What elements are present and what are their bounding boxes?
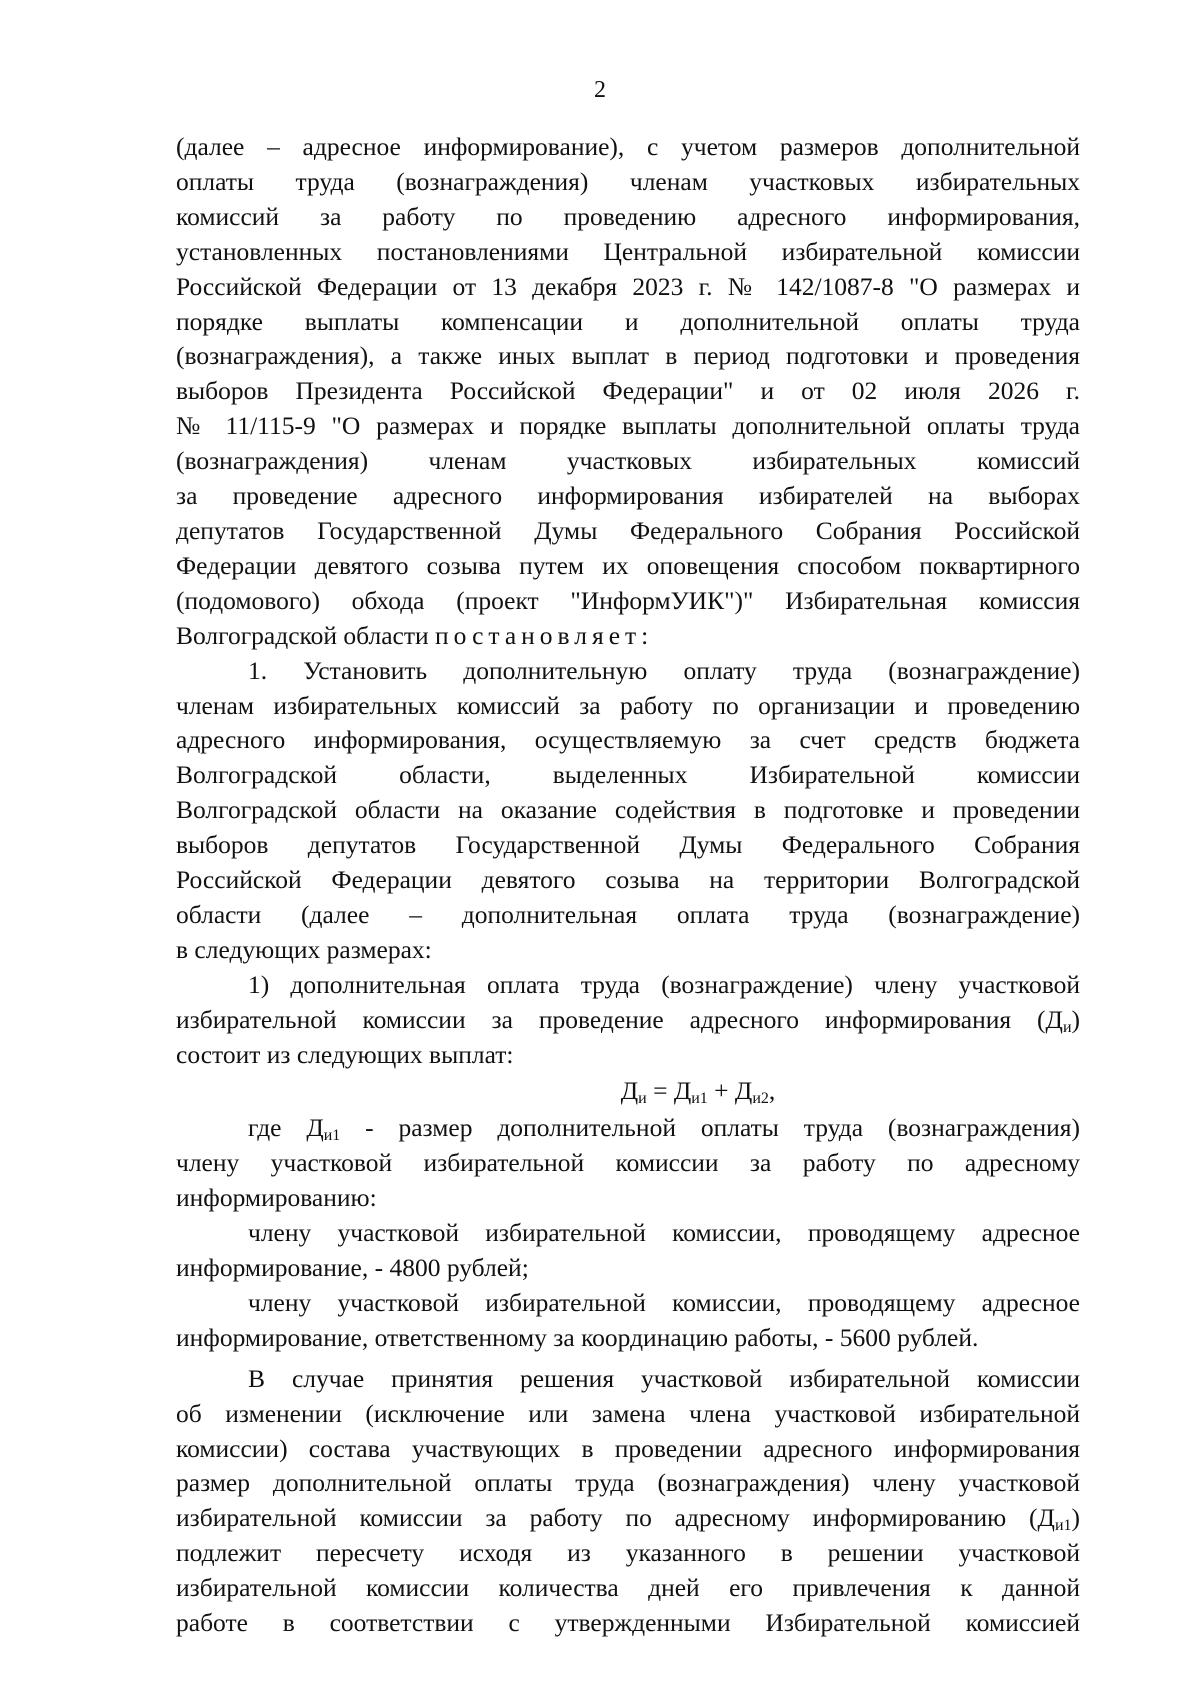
recalculation-paragraph	[176, 1362, 1080, 1641]
subscript: и2	[752, 1090, 769, 1108]
text-line	[176, 619, 1080, 654]
text-span: где Д	[248, 1113, 324, 1143]
text-line: в следующих размерах:	[176, 934, 432, 964]
text-line: (далее – адресное информирование), с учетом размеров дополнительной	[176, 132, 1080, 161]
text-line: информирование, ответственному за координацию работы, - 5600 рублей.	[176, 1322, 979, 1352]
text-line	[176, 1501, 1080, 1536]
text-line: 1) дополнительная оплата труда (вознаграждение) члену участковой	[248, 969, 1080, 999]
formula-symbol: ,	[768, 1076, 776, 1106]
text-line: области (далее – дополнительная оплата труда (вознаграждение)	[176, 899, 1080, 929]
rate-member-paragraph	[176, 1216, 1080, 1286]
subscript: и1	[1054, 1517, 1072, 1535]
text-line: выборов депутатов Государственной Думы Федерального Собрания	[176, 830, 1080, 860]
text-line: подлежит пересчету исходя из указанного в решении участковой	[176, 1538, 1080, 1568]
text-line: комиссии) состава участвующих в проведении адресного информирования	[176, 1433, 1080, 1463]
text-line: (вознаграждения) членам участковых избирательных комиссий	[176, 446, 1080, 476]
text-line: выборов Президента Российской Федерации" и от 02 июля 2026 г.	[176, 376, 1080, 406]
payment-formula	[176, 1072, 1080, 1111]
decree-word: постановляет:	[435, 620, 654, 650]
text-line: информирование, - 4800 рублей;	[176, 1253, 529, 1282]
text-line: порядке выплаты компенсации и дополнительной оплаты труда	[176, 306, 1080, 336]
text-line: члену участковой избирательной комиссии за работу по адресному	[176, 1148, 1080, 1178]
text-line: избирательной комиссии количества дней его привлечения к данной	[176, 1573, 1080, 1603]
text-line: Федерации девятого созыва путем их оповещения способом поквартирного	[176, 550, 1080, 580]
text-line: Волгоградской области, выделенных Избирательной комиссии	[176, 760, 1080, 790]
subscript: и	[638, 1090, 647, 1108]
where-clause	[176, 1111, 1080, 1216]
formula-symbol: Д	[620, 1076, 639, 1106]
text-line: Российской Федерации девятого созыва на территории Волгоградской	[176, 865, 1080, 895]
subscript: и	[1062, 1018, 1072, 1036]
formula-symbol: + Д	[707, 1076, 753, 1106]
region-name: Волгоградской области	[176, 620, 429, 650]
text-line: за проведение адресного информирования избирателей на выборах	[176, 481, 1080, 511]
text-line: (вознаграждения), а также иных выплат в период подготовки и проведения	[176, 341, 1080, 371]
text-line: члену участковой избирательной комиссии, проводящему адресное	[248, 1287, 1080, 1317]
text-span: избирательной комиссии за проведение адресного информирования (Д	[176, 1004, 1063, 1034]
subscript: и1	[691, 1090, 708, 1108]
text-line: депутатов Государственной Думы Федерального Собрания Российской	[176, 515, 1080, 545]
text-line: размер дополнительной оплаты труда (вознаграждения) члену участковой	[176, 1468, 1080, 1498]
text-line: В случае принятия решения участковой избирательной комиссии	[248, 1363, 1080, 1393]
text-line: комиссий за работу по проведению адресного информирования,	[176, 201, 1080, 231]
subscript: и1	[323, 1127, 341, 1145]
text-line: 1. Установить дополнительную оплату труда (вознаграждение)	[248, 655, 1080, 685]
text-span: )	[1071, 1503, 1080, 1533]
text-line: № 11/115-9 "О размерах и порядке выплаты дополнительной оплаты труда	[176, 411, 1080, 441]
text-line	[176, 1111, 1080, 1146]
text-line: состоит из следующих выплат:	[176, 1039, 514, 1069]
item-1-paragraph	[176, 654, 1080, 968]
formula-symbol: = Д	[646, 1076, 692, 1106]
rate-coordinator-paragraph	[176, 1286, 1080, 1356]
text-line: оплаты труда (вознаграждения) членам участковых избирательных	[176, 166, 1080, 196]
text-span: - размер дополнительной оплаты труда (вознаграждения)	[340, 1113, 1080, 1143]
intro-paragraph	[176, 130, 1080, 654]
subitem-1-paragraph	[176, 968, 1080, 1073]
text-span: )	[1071, 1004, 1080, 1034]
text-line: (подомового) обхода (проект "ИнформУИК")" Избирательная комиссия	[176, 585, 1080, 615]
text-line: Волгоградской области на оказание содействия в подготовке и проведении	[176, 795, 1080, 825]
text-span: избирательной комиссии за работу по адресному информированию (Д	[176, 1503, 1055, 1533]
text-line: работе в соответствии с утвержденными Избирательной комиссией	[176, 1608, 1080, 1638]
document-body	[176, 130, 1080, 1641]
text-line: установленных постановлениями Центральной избирательной комиссии	[176, 236, 1080, 266]
text-line: информированию:	[176, 1183, 377, 1213]
text-line: члену участковой избирательной комиссии, проводящему адресное	[248, 1218, 1080, 1248]
text-line: об изменении (исключение или замена члена участковой избирательной	[176, 1398, 1080, 1428]
text-line: членам избирательных комиссий за работу по организации и проведению	[176, 690, 1080, 720]
text-line: адресного информирования, осуществляемую за счет средств бюджета	[176, 725, 1080, 755]
page-number: 2	[594, 77, 606, 103]
text-line: Российской Федерации от 13 декабря 2023 г. № 142/1087-8 "О размерах и	[176, 271, 1080, 301]
text-line	[176, 1003, 1080, 1038]
